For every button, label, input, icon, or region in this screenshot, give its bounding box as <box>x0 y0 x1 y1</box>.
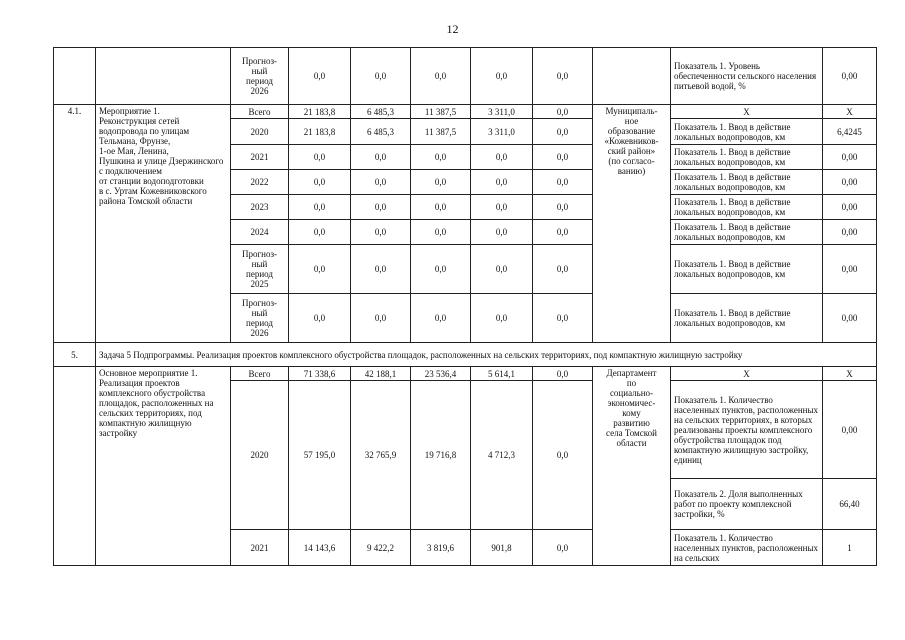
period-cell: 2024 <box>231 220 289 245</box>
value-cell: 19 716,8 <box>411 381 471 530</box>
value-cell: 0,0 <box>533 381 593 530</box>
indicator-value: 0,00 <box>823 220 877 245</box>
period-cell: 2021 <box>231 530 289 566</box>
value-cell: 0,0 <box>533 170 593 195</box>
value-cell: 0,0 <box>289 294 351 343</box>
executor-cell <box>593 48 671 105</box>
program-table <box>53 47 877 566</box>
value-cell: 3 311,0 <box>471 105 533 119</box>
value-cell: 0,0 <box>533 119 593 145</box>
value-cell: 3 819,6 <box>411 530 471 566</box>
indicator-value: 0,00 <box>823 245 877 294</box>
indicator-value: 0,00 <box>823 145 877 170</box>
item-number: 4.1. <box>54 105 96 343</box>
value-cell: 0,0 <box>471 170 533 195</box>
value-cell: 0,0 <box>471 195 533 220</box>
value-cell: 6 485,3 <box>351 119 411 145</box>
value-cell: 0,0 <box>533 220 593 245</box>
indicator-cell: Показатель 1. Ввод в действие локальных водопроводов, км <box>671 294 823 343</box>
value-cell: 6 485,3 <box>351 105 411 119</box>
measure-name: Основное мероприятие 1. Реализация проектов комплексного обустройства площадок, расположенных на сельских территориях, под компактную жилищную застройку <box>96 367 231 566</box>
value-cell: 0,0 <box>351 245 411 294</box>
value-cell: 0,0 <box>411 48 471 105</box>
indicator-cell: Х <box>671 367 823 381</box>
period-cell: 2022 <box>231 170 289 195</box>
value-cell: 0,0 <box>533 530 593 566</box>
measure-name: Мероприятие 1. Реконструкция сетей водопровода по улицам Тельмана, Фрунзе, 1-ое Мая, Ленина, Пушкина и улице Дзержинского с подключением от станции водоподготовки в с. Уртам Кожевниковского района Томской области <box>96 105 231 343</box>
period-cell: Прогноз- ный период 2026 <box>231 294 289 343</box>
indicator-value: 6,4245 <box>823 119 877 145</box>
period-cell: Всего <box>231 105 289 119</box>
value-cell: 0,0 <box>351 145 411 170</box>
value-cell: 0,0 <box>289 245 351 294</box>
value-cell: 0,0 <box>351 294 411 343</box>
indicator-value: 0,00 <box>823 381 877 479</box>
value-cell: 21 183,8 <box>289 105 351 119</box>
value-cell: 0,0 <box>411 294 471 343</box>
value-cell: 0,0 <box>289 220 351 245</box>
period-cell: Всего <box>231 367 289 381</box>
value-cell: 4 712,3 <box>471 381 533 530</box>
num-cell <box>54 48 96 105</box>
value-cell: 3 311,0 <box>471 119 533 145</box>
indicator-cell: Показатель 1. Количество населенных пунктов, расположенных на сельских территориях, в которых реализованы проекты комплексного обустройства площадок под компактную жилищную застройку, единиц <box>671 381 823 479</box>
indicator-cell: Показатель 1. Уровень обеспеченности сельского населения питьевой водой, % <box>671 48 823 105</box>
item-number: 5. <box>54 343 96 367</box>
indicator-value: 0,00 <box>823 170 877 195</box>
value-cell: 0,0 <box>533 105 593 119</box>
value-cell: 0,0 <box>289 195 351 220</box>
indicator-value: 0,00 <box>823 48 877 105</box>
num-cell <box>54 367 96 566</box>
task-title: Задача 5 Подпрограммы. Реализация проектов комплексного обустройства площадок, расположенных на сельских территориях, под компактную жилищную застройку <box>96 343 877 367</box>
value-cell: 42 188,1 <box>351 367 411 381</box>
value-cell: 0,0 <box>411 245 471 294</box>
value-cell: 0,0 <box>471 245 533 294</box>
value-cell: 21 183,8 <box>289 119 351 145</box>
indicator-value: 0,00 <box>823 195 877 220</box>
period-cell: Прогноз- ный период 2025 <box>231 245 289 294</box>
value-cell: 0,0 <box>289 48 351 105</box>
indicator-value: 0,00 <box>823 294 877 343</box>
indicator-cell: Показатель 1. Ввод в действие локальных водопроводов, км <box>671 145 823 170</box>
period-cell: 2021 <box>231 145 289 170</box>
period-cell: 2020 <box>231 119 289 145</box>
indicator-value: Х <box>823 105 877 119</box>
indicator-cell: Показатель 1. Ввод в действие локальных водопроводов, км <box>671 245 823 294</box>
indicator-cell: Показатель 1. Количество населенных пунктов, расположенных на сельских <box>671 530 823 566</box>
indicator-cell: Показатель 1. Ввод в действие локальных водопроводов, км <box>671 220 823 245</box>
value-cell: 0,0 <box>533 145 593 170</box>
value-cell: 0,0 <box>471 48 533 105</box>
table-row <box>54 48 877 105</box>
value-cell: 0,0 <box>289 145 351 170</box>
name-cell <box>96 48 231 105</box>
indicator-cell: Показатель 1. Ввод в действие локальных водопроводов, км <box>671 195 823 220</box>
value-cell: 0,0 <box>351 195 411 220</box>
value-cell: 0,0 <box>351 48 411 105</box>
value-cell: 32 765,9 <box>351 381 411 530</box>
indicator-cell: Показатель 1. Ввод в действие локальных водопроводов, км <box>671 170 823 195</box>
table-row <box>54 367 877 381</box>
executor-cell: Департамент по социально- экономичес- кому развитию села Томской области <box>593 367 671 566</box>
indicator-value: 1 <box>823 530 877 566</box>
value-cell: 0,0 <box>411 170 471 195</box>
value-cell: 0,0 <box>289 170 351 195</box>
value-cell: 0,0 <box>533 48 593 105</box>
value-cell: 0,0 <box>471 220 533 245</box>
table-row <box>54 105 877 119</box>
value-cell: 0,0 <box>533 195 593 220</box>
value-cell: 0,0 <box>471 145 533 170</box>
executor-cell: Муниципаль- ное образование «Кожевников- ский район» (по согласо- ванию) <box>593 105 671 343</box>
value-cell: 0,0 <box>471 294 533 343</box>
indicator-value: 66,40 <box>823 479 877 530</box>
value-cell: 23 536,4 <box>411 367 471 381</box>
page-number: 12 <box>446 22 459 36</box>
indicator-value: Х <box>823 367 877 381</box>
value-cell: 71 338,6 <box>289 367 351 381</box>
value-cell: 0,0 <box>411 220 471 245</box>
value-cell: 11 387,5 <box>411 119 471 145</box>
value-cell: 0,0 <box>533 367 593 381</box>
table-row <box>54 343 877 367</box>
value-cell: 901,8 <box>471 530 533 566</box>
value-cell: 57 195,0 <box>289 381 351 530</box>
period-cell: Прогноз- ный период 2026 <box>231 48 289 105</box>
value-cell: 11 387,5 <box>411 105 471 119</box>
value-cell: 0,0 <box>411 145 471 170</box>
indicator-cell: Показатель 1. Ввод в действие локальных водопроводов, км <box>671 119 823 145</box>
period-cell: 2023 <box>231 195 289 220</box>
value-cell: 0,0 <box>533 294 593 343</box>
indicator-cell: Показатель 2. Доля выполненных работ по проекту комплексной застройки, % <box>671 479 823 530</box>
value-cell: 0,0 <box>351 220 411 245</box>
value-cell: 0,0 <box>351 170 411 195</box>
value-cell: 0,0 <box>533 245 593 294</box>
indicator-cell: Х <box>671 105 823 119</box>
value-cell: 9 422,2 <box>351 530 411 566</box>
value-cell: 0,0 <box>411 195 471 220</box>
value-cell: 5 614,1 <box>471 367 533 381</box>
value-cell: 14 143,6 <box>289 530 351 566</box>
period-cell: 2020 <box>231 381 289 530</box>
